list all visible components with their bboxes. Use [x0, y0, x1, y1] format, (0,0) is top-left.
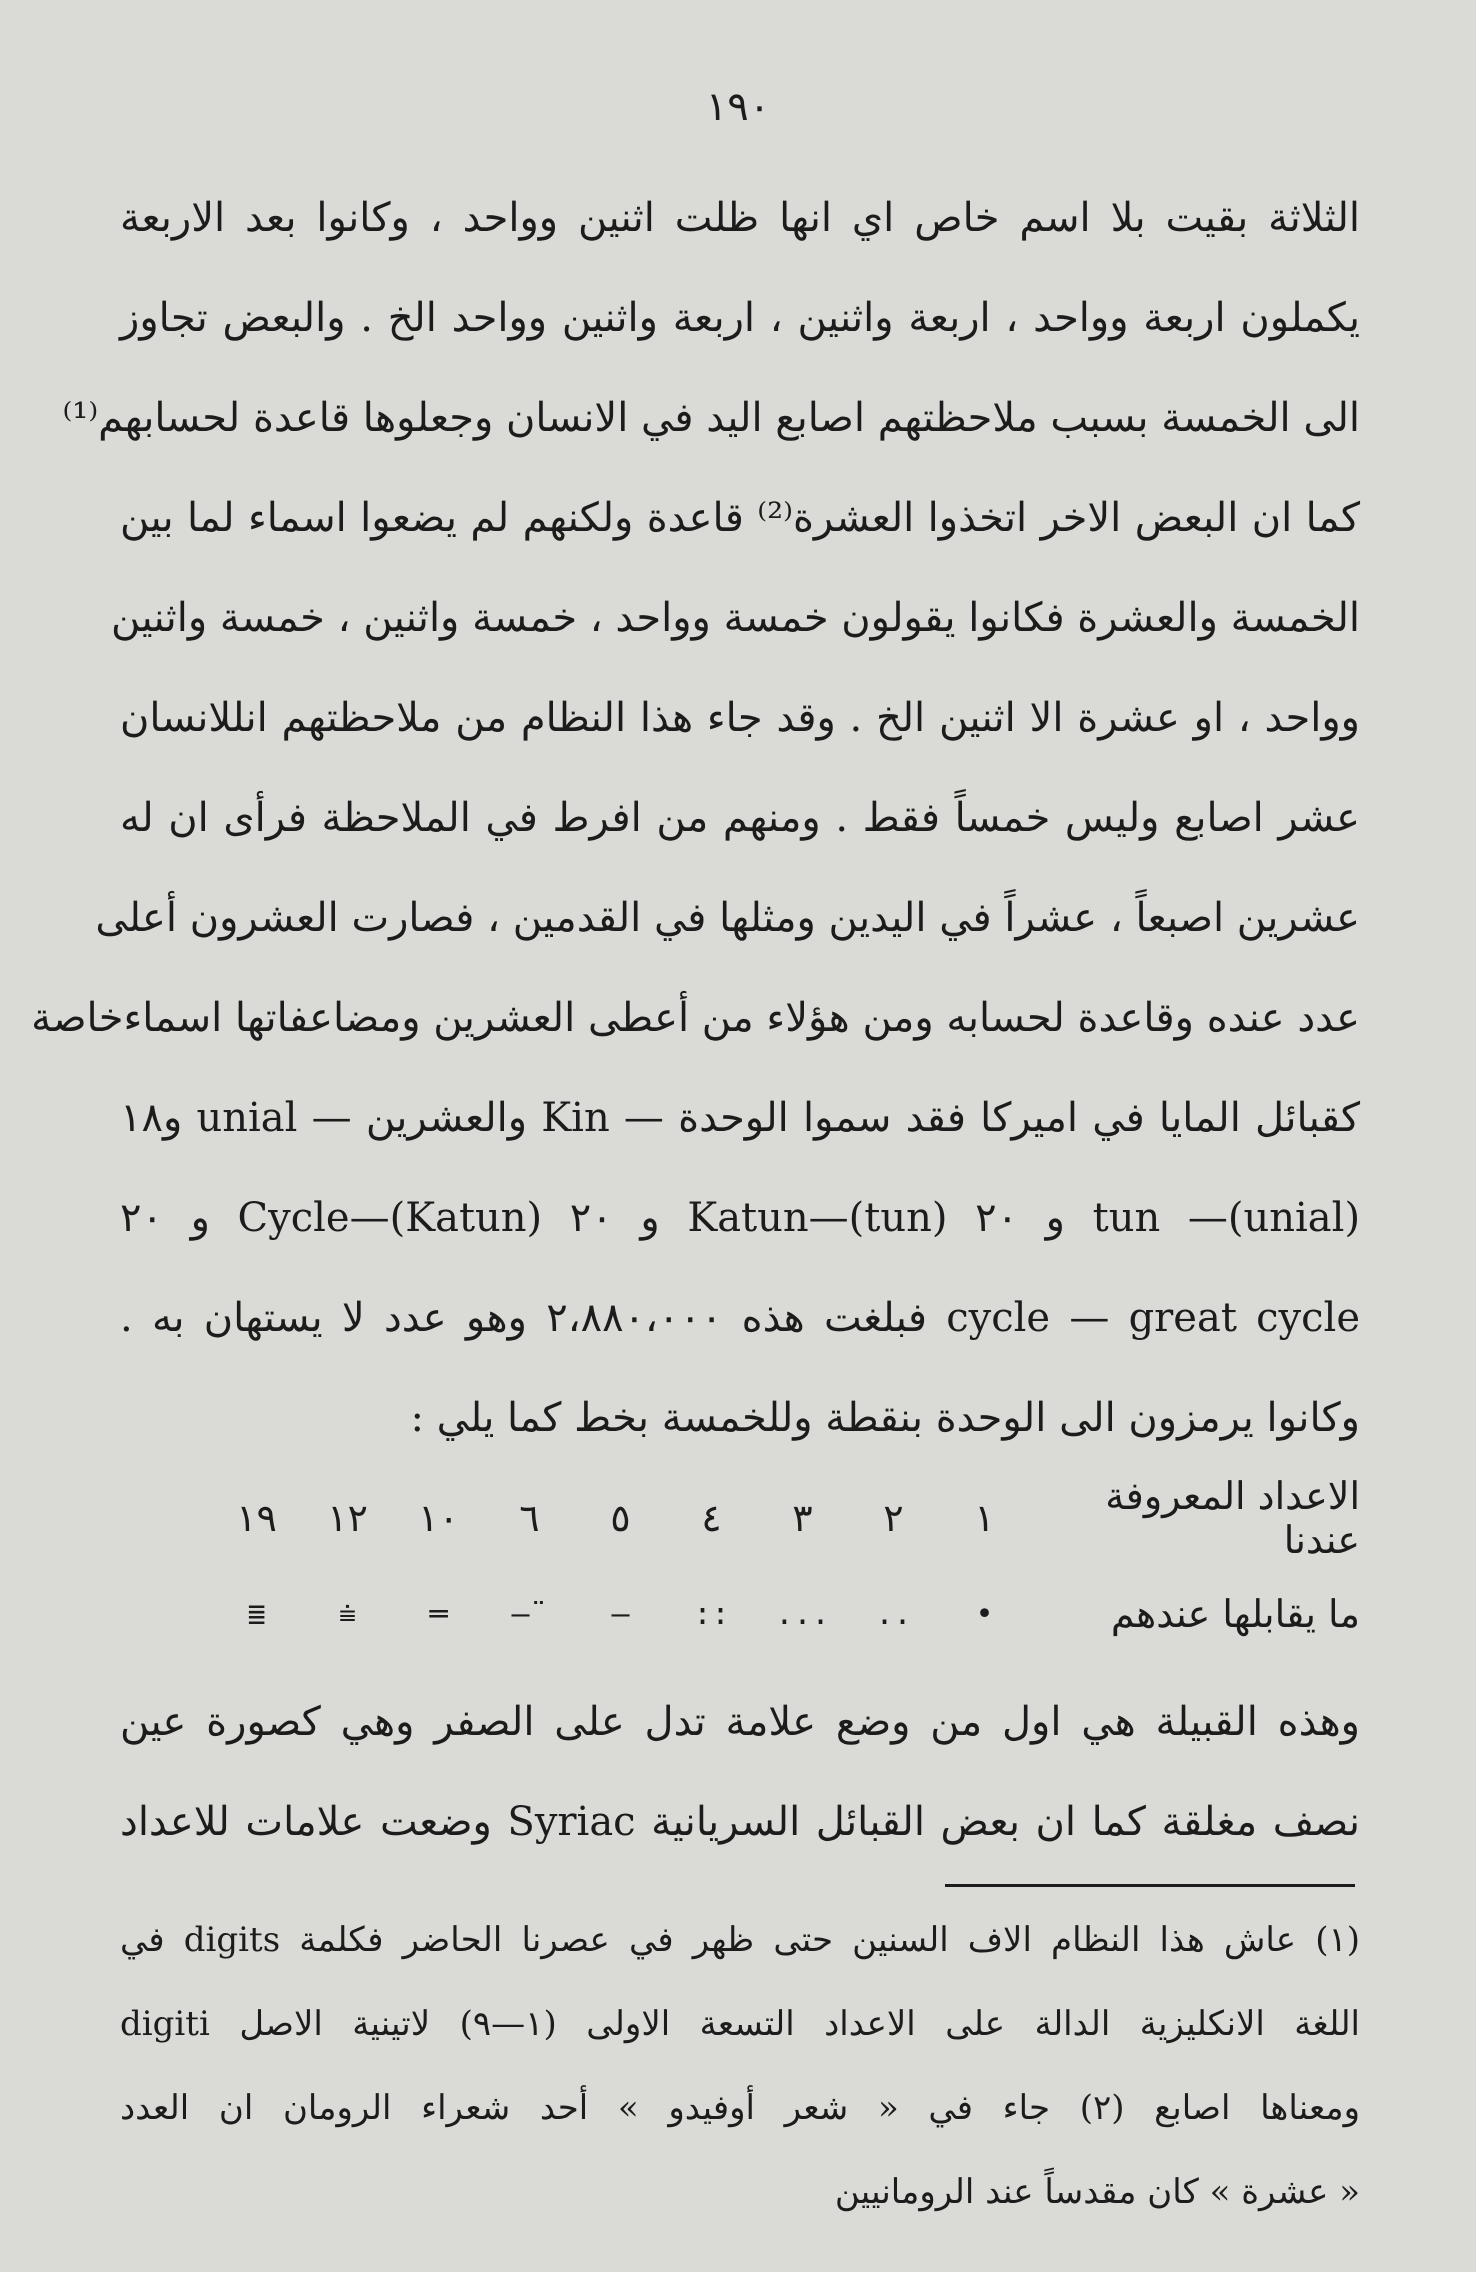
text-line: عشر اصابع وليس خمساً فقط . ومنهم من افرط في الملاحظة فرأى ان له [120, 795, 1360, 841]
symbol-cell: — [611, 1596, 630, 1632]
footnote-line: اللغة الانكليزية الدالة على الاعداد التسعة الاولى (١—٩) لاتينية الاصل digiti [120, 2004, 1360, 2044]
symbol-cell: ⩧ [338, 1596, 357, 1632]
text-line: الثلاثة بقيت بلا اسم خاص اي انها ظلت اثنين وواحد ، وكانوا بعد الاربعة [120, 195, 1360, 241]
footnote-line: « عشرة » كان مقدساً عند الرومانيين [834, 2172, 1360, 2212]
number-cell: ٥ [610, 1496, 631, 1540]
footnote-line: (١) عاش هذا النظام الاف السنين حتى ظهر في عصرنا الحاضر فكلمة digits في [120, 1920, 1361, 1960]
symbols-row-label: ما يقابلها عندهم [1110, 1592, 1360, 1636]
number-cell: ١٩ [236, 1496, 277, 1540]
footnotes [120, 1898, 1360, 2234]
symbol-cell: :: [693, 1596, 730, 1632]
number-cell: ٦ [519, 1496, 540, 1540]
symbol-cell: ≣ [247, 1596, 266, 1632]
text-line: الخمسة والعشرة فكانوا يقولون خمسة وواحد ، خمسة واثنين ، خمسة واثنين [111, 595, 1360, 641]
body-text [31, 168, 1361, 1468]
number-cell: ٢ [883, 1496, 904, 1540]
text-line: كقبائل المايا في اميركا فقد سموا الوحدة — Kin والعشرين — unial و١٨ [120, 1095, 1360, 1141]
text-line: نصف مغلقة كما ان بعض القبائل السريانية Syriac وضعت علامات للاعداد [120, 1799, 1360, 1845]
symbol-cell: ¨— [511, 1596, 548, 1632]
symbol-cell: ═ [429, 1596, 448, 1632]
text-line: (unial)— tun و ٢٠ (tun)—Katun و ٢٠ (Katun)—Cycle و ٢٠ [120, 1195, 1361, 1241]
number-cell: ١٢ [327, 1496, 368, 1540]
number-cell: ١٠ [418, 1496, 459, 1540]
symbol-cell: ... [775, 1596, 830, 1632]
text-line: عشرين اصبعاً ، عشراً في اليدين ومثلها في القدمين ، فصارت العشرون أعلى [95, 895, 1360, 941]
footnote-divider [945, 1884, 1355, 1887]
symbols-row [120, 1566, 1360, 1662]
numbers-row-label: الاعداد المعروفة عندنا [1105, 1474, 1360, 1562]
text-line: وهذه القبيلة هي اول من وضع علامة تدل على الصفر وهي كصورة عين [120, 1699, 1360, 1745]
footnote-line: ومعناها اصابع (٢) جاء في « شعر أوفيدو » أحد شعراء الرومان ان العدد [120, 2088, 1361, 2128]
body-text-continued [120, 1672, 1360, 1872]
number-cell: ١ [974, 1496, 995, 1540]
number-cell: ٣ [792, 1496, 813, 1540]
text-line: وكانوا يرمزون الى الوحدة بنقطة وللخمسة بخط كما يلي : [410, 1395, 1360, 1441]
number-cell: ٤ [701, 1496, 722, 1540]
text-line: وواحد ، او عشرة الا اثنين الخ . وقد جاء هذا النظام من ملاحظتهم انللانسان [120, 695, 1360, 741]
page-number: ١٩٠ [705, 84, 771, 130]
text-line: عدد عنده وقاعدة لحسابه ومن هؤلاء من أعطى العشرين ومضاعفاتها اسماءخاصة [31, 995, 1360, 1041]
text-line: cycle — great cycle فبلغت هذه ٢،٨٨٠،٠٠٠ وهو عدد لا يستهان به . [120, 1295, 1361, 1341]
text-line: يكملون اربعة وواحد ، اربعة واثنين ، اربعة واثنين وواحد الخ . والبعض تجاوز [120, 295, 1360, 341]
text-line: كما ان البعض الاخر اتخذوا العشرة⁽²⁾ قاعدة ولكنهم لم يضعوا اسماء لما بين [120, 495, 1361, 541]
symbol-cell: • [975, 1596, 994, 1632]
numerals-table [120, 1470, 1360, 1662]
numbers-row [120, 1470, 1360, 1566]
text-line: الى الخمسة بسبب ملاحظتهم اصابع اليد في الانسان وجعلوها قاعدة لحسابهم⁽¹⁾ [62, 395, 1360, 441]
symbol-cell: .. [875, 1596, 912, 1632]
